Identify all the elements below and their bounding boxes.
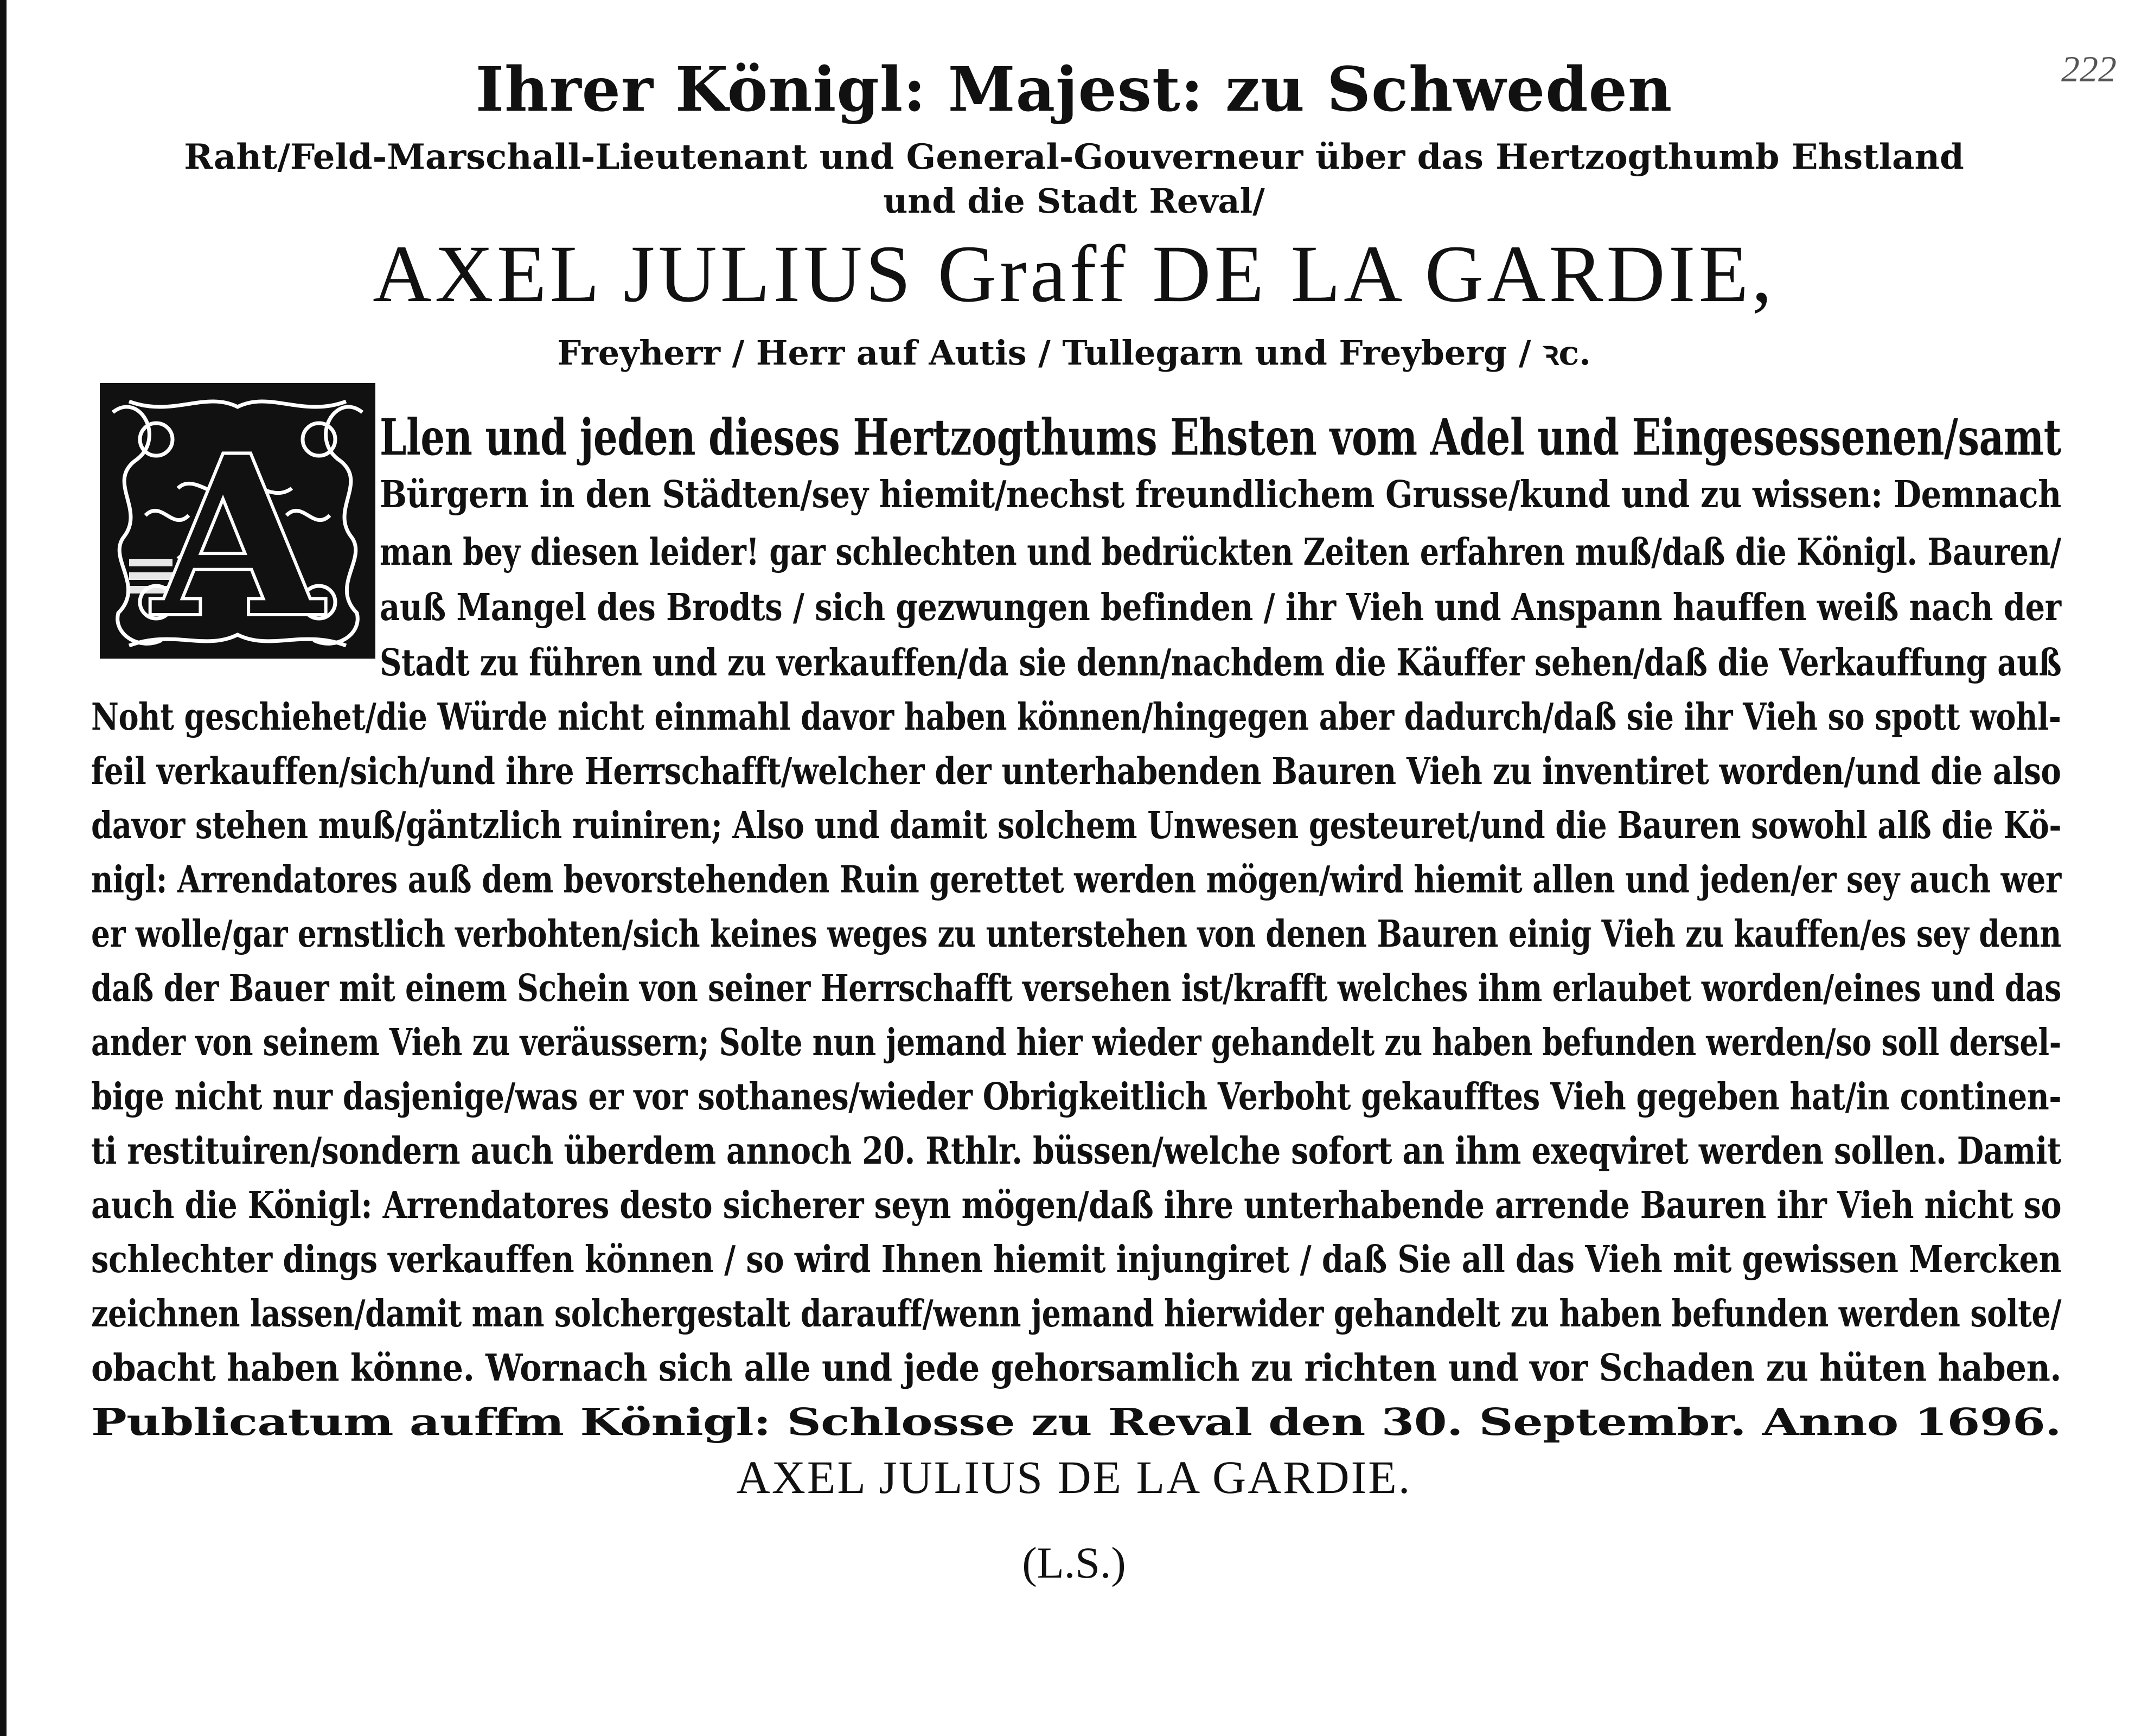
body-line: ander von seinem Vieh zu veräussern; Solte nun jemand hier wieder gehandelt zu haben befunden werden/so soll dersel-	[91, 1021, 2061, 1064]
body-line: man bey diesen leider! gar schlechten und bedrückten Zeiten erfahren muß/daß die Königl. Bauren/	[380, 531, 2061, 574]
heading-line-1: Ihrer Königl: Majest: zu Schweden	[475, 54, 1673, 125]
body-line: auß Mangel des Brodts / sich gezwungen befinden / ihr Vieh und Anspann hauffen weiß nach der	[380, 586, 2061, 629]
body-line: er wolle/gar ernstlich verbohten/sich keines weges zu unterstehen von denen Bauren einig Vieh zu kauffen/es sey denn	[91, 912, 2061, 956]
body-line: Llen und jeden dieses Hertzogthums Ehsten vom Adel und Eingesessenen/samt	[380, 408, 2061, 467]
body-line-publication: Publicatum auffm Königl: Schlosse zu Reval den 30. Septembr. Anno 1696.	[91, 1401, 2061, 1444]
body-line: bige nicht nur dasjenige/was er vor sothanes/wieder Obrigkeitlich Verboht gekaufftes Vieh gegeben hat/in continen-	[91, 1075, 2062, 1119]
body-line: auch die Königl: Arrendatores desto sicherer seyn mögen/daß ihre unterhabende arrende Bauren ihr Vieh nicht so	[91, 1184, 2062, 1227]
heading-titles: Freyherr / Herr auf Autis / Tullegarn und Freyberg / ꝛc.	[557, 333, 1591, 373]
body-line: feil verkauffen/sich/und ihre Herrschafft/welcher der unterhabenden Bauren Vieh zu inventiret worden/und die also	[91, 750, 2061, 793]
heading-line-2: Raht/Feld-Marschall-Lieutenant und General-Gouverneur über das Hertzogthumb Ehstland	[184, 137, 1964, 177]
body-line: Stadt zu führen und zu verkauffen/da sie denn/nachdem die Käuffer sehen/daß die Verkauffung auß	[380, 641, 2062, 685]
body-line: ti restituiren/sondern auch überdem annoch 20. Rthlr. büssen/welche sofort an ihm exeqviret werden sollen. Damit	[91, 1129, 2061, 1173]
heading-line-3: und die Stadt Reval/	[883, 181, 1265, 221]
body-line: nigl: Arrendatores auß dem bevorstehenden Ruin gerettet werden mögen/wird hiemit allen und jeden/er sey auch wer	[91, 858, 2061, 902]
initial-letter: A	[153, 410, 322, 662]
seal-mark: (L.S.)	[1022, 1538, 1126, 1587]
heading-governor-name: AXEL JULIUS Graff DE LA GARDIE,	[373, 229, 1775, 319]
body-line: schlechter dings verkauffen können / so wird Ihnen hiemit injungiret / daß Sie all das Vieh mit gewissen Mercken	[91, 1238, 2062, 1281]
folio-number: 222	[2061, 48, 2117, 90]
body-line: daß der Bauer mit einem Schein von seiner Herrschafft versehen ist/krafft welches ihm erlaubet worden/eines und das	[91, 967, 2061, 1010]
body-line: Noht geschiehet/die Würde nicht einmahl davor haben können/hingegen aber dadurch/daß sie ihr Vieh so spott wohl-	[91, 695, 2061, 739]
body-line: davor stehen muß/gäntzlich ruiniren; Also und damit solchem Unwesen gesteuret/und die Bauren sowohl alß die Kö-	[91, 804, 2062, 847]
body-line: obacht haben könne. Wornach sich alle und jede gehorsamlich zu richten und vor Schaden zu hüten haben.	[91, 1346, 2062, 1390]
signature: AXEL JULIUS DE LA GARDIE.	[736, 1451, 1412, 1503]
body-line: zeichnen lassen/damit man solchergestalt darauff/wenn jemand hierwider gehandelt zu haben befunden werden solte/	[91, 1292, 2062, 1336]
body-line: Bürgern in den Städten/sey hiemit/nechst freundlichem Grusse/kund und zu wissen: Demnach	[380, 473, 2061, 516]
